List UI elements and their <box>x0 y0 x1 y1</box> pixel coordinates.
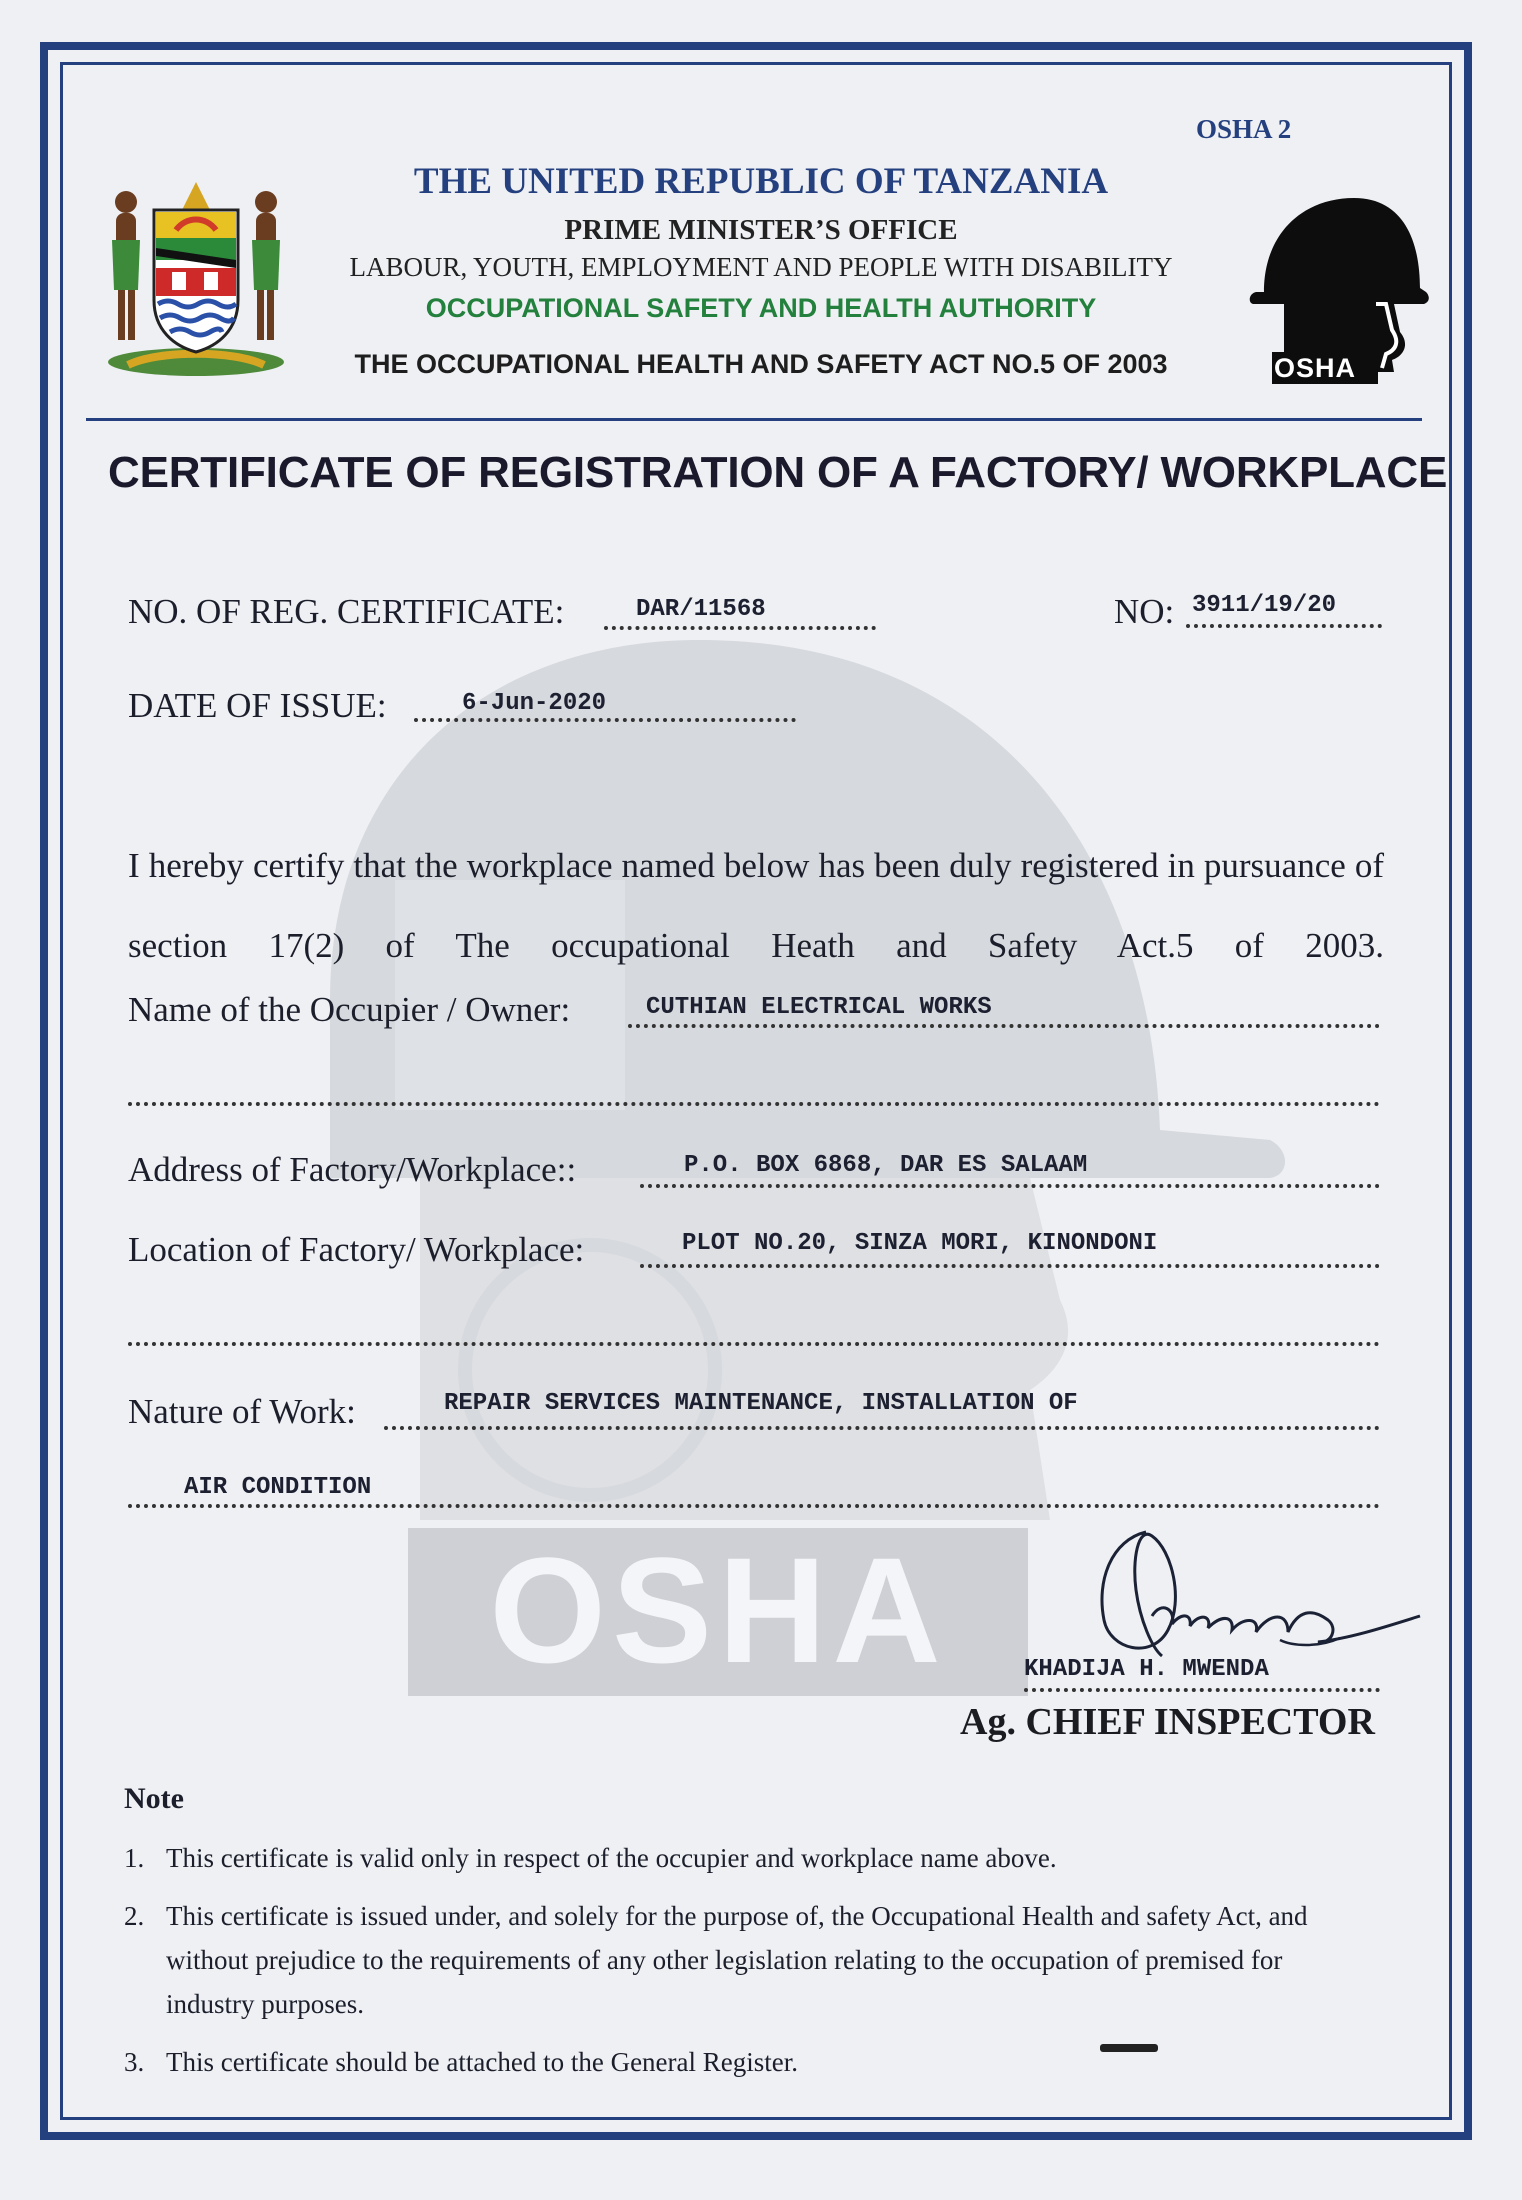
header-office: PRIME MINISTER’S OFFICE <box>564 214 958 246</box>
reg-cert-dots <box>604 626 876 630</box>
location-label: Location of Factory/ Workplace: <box>128 1230 585 1269</box>
nature-label: Nature of Work: <box>128 1392 356 1431</box>
note-number: 2. <box>124 1901 145 1931</box>
note-text: This certificate is valid only in respect of the occupier and workplace name above. <box>166 1843 1057 1873</box>
certificate-title: CERTIFICATE OF REGISTRATION OF A FACTORY/ WORKPLACE <box>108 448 1448 497</box>
nature-value-line2: AIR CONDITION <box>184 1474 372 1501</box>
owner-label: Name of the Occupier / Owner: <box>128 990 571 1029</box>
date-label: DATE OF ISSUE: <box>128 686 387 725</box>
form-code: OSHA 2 <box>1196 114 1292 144</box>
address-dots <box>640 1184 1380 1188</box>
ink-mark <box>1100 2044 1158 2052</box>
signatory-name: KHADIJA H. MWENDA <box>1024 1656 1269 1683</box>
note-item <box>124 1836 1374 1880</box>
owner-dots-line2 <box>128 1102 1380 1106</box>
header-authority: OCCUPATIONAL SAFETY AND HEALTH AUTHORITY <box>425 293 1097 323</box>
signature-image <box>1092 1520 1432 1670</box>
location-dots <box>640 1264 1380 1268</box>
note-item <box>124 2040 1374 2084</box>
location-value: PLOT NO.20, SINZA MORI, KINONDONI <box>682 1230 1158 1257</box>
reg-cert-value: DAR/11568 <box>636 596 766 623</box>
header-country: THE UNITED REPUBLIC OF TANZANIA <box>413 161 1109 202</box>
osha-logo-text: OSHA <box>1274 353 1357 383</box>
header-divider <box>86 418 1422 421</box>
note-item <box>124 1894 1374 2026</box>
header-act: THE OCCUPATIONAL HEALTH AND SAFETY ACT NO.5 OF 2003 <box>354 349 1168 379</box>
no-label: NO: <box>1114 592 1175 631</box>
no-value: 3911/19/20 <box>1192 592 1337 619</box>
owner-value: CUTHIAN ELECTRICAL WORKS <box>646 994 992 1021</box>
coat-of-arms-icon <box>98 180 294 380</box>
nature-dots <box>384 1426 1380 1430</box>
note-number: 3. <box>124 2047 145 2077</box>
watermark-text: OSHA <box>489 1526 947 1694</box>
signatory-dots <box>1024 1688 1380 1692</box>
note-number: 1. <box>124 1843 145 1873</box>
note-text: This certificate is issued under, and solely for the purpose of, the Occupational Health and safety Act, and without prejudice to the requirements of any other legislation relating to the occupation of premised for industry purposes. <box>166 1901 1308 2019</box>
owner-dots <box>628 1024 1380 1028</box>
reg-cert-label: NO. OF REG. CERTIFICATE: <box>128 592 565 631</box>
address-value: P.O. BOX 6868, DAR ES SALAAM <box>684 1152 1088 1179</box>
no-dots <box>1186 624 1382 628</box>
date-dots <box>414 718 796 722</box>
address-label: Address of Factory/Workplace:: <box>128 1150 577 1189</box>
note-text: This certificate should be attached to the General Register. <box>166 2047 799 2077</box>
nature-value-line1: REPAIR SERVICES MAINTENANCE, INSTALLATION OF <box>444 1390 1078 1417</box>
notes-list <box>124 1836 1374 2098</box>
signatory-title: Ag. CHIEF INSPECTOR <box>960 1701 1375 1743</box>
nature-dots-line2 <box>128 1504 1380 1508</box>
certify-paragraph: I hereby certify that the workplace named below has been duly registered in pursuance of section 17(2) of The occupational Heath and Safety Act.5 of 2003. <box>128 846 1384 965</box>
location-dots-line2 <box>128 1342 1380 1346</box>
date-value: 6-Jun-2020 <box>462 690 607 717</box>
note-heading: Note <box>124 1782 184 1815</box>
header-ministry: LABOUR, YOUTH, EMPLOYMENT AND PEOPLE WITH DISABILITY <box>349 252 1173 282</box>
